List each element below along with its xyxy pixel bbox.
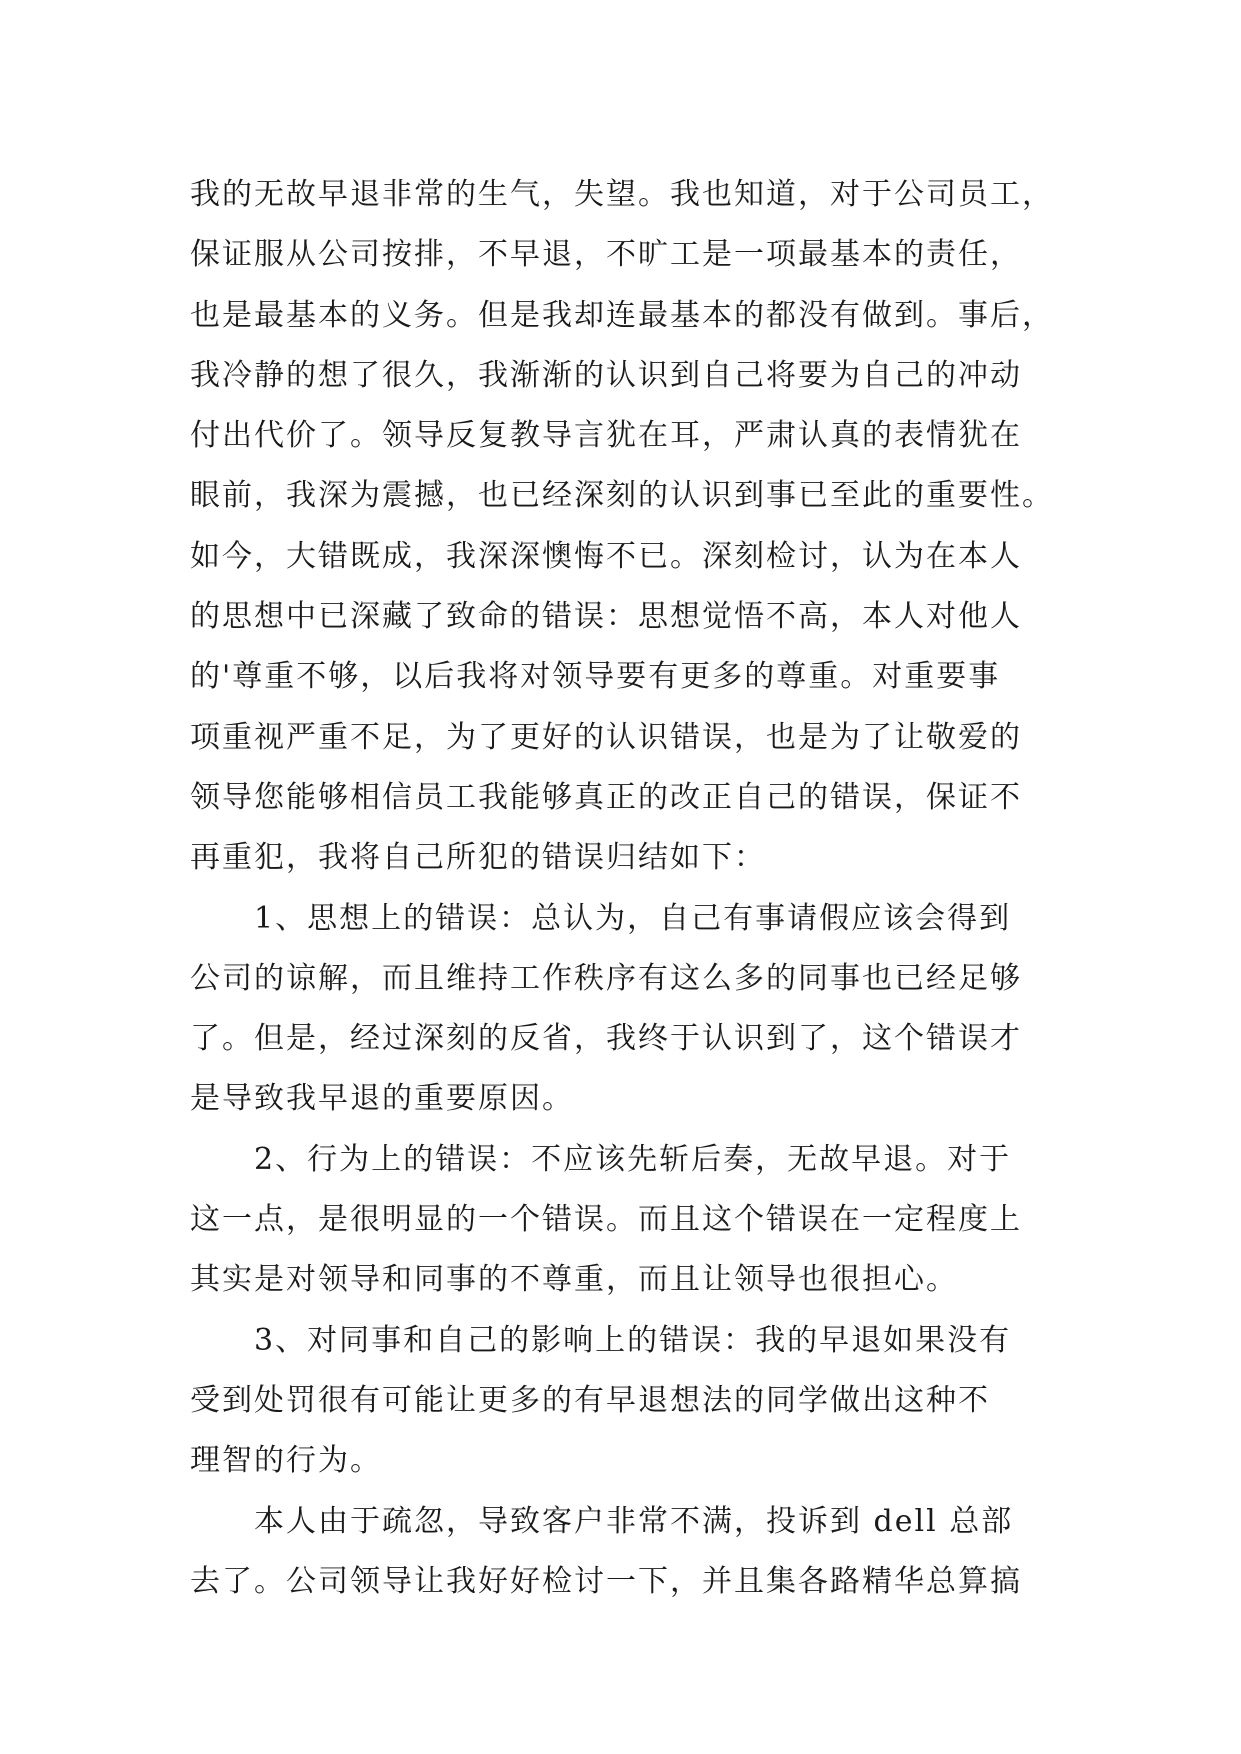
text-line: 去了。公司领导让我好好检讨一下，并且集各路精华总算搞 [190,1563,1022,1599]
text-line: 眼前，我深为震撼，也已经深刻的认识到事已至此的重要性。 [190,478,1054,514]
text-line: 3、对同事和自己的影响上的错误：我的早退如果没有 [254,1322,1012,1358]
text-line: 保证服从公司按排，不早退，不旷工是一项最基本的责任， [190,237,1022,273]
text-line: 再重犯，我将自己所犯的错误归结如下： [190,840,766,876]
text-line: 本人由于疏忽，导致客户非常不满，投诉到 dell 总部 [254,1503,1014,1539]
text-line: 我的无故早退非常的生气，失望。我也知道，对于公司员工， [190,177,1054,212]
text-line: 领导您能够相信员工我能够真正的改正自己的错误，保证不 [190,779,1022,815]
text-line: 1、思想上的错误：总认为，自己有事请假应该会得到 [254,900,1012,936]
text-line: 的思想中已深藏了致命的错误：思想觉悟不高，本人对他人 [190,599,1022,635]
text-line: 的'尊重不够，以后我将对领导要有更多的尊重。对重要事 [190,659,1001,695]
text-line: 2、行为上的错误：不应该先斩后奏，无故早退。对于 [254,1141,1012,1177]
text-line: 理智的行为。 [190,1443,382,1479]
text-line: 这一点，是很明显的一个错误。而且这个错误在一定程度上 [190,1202,1022,1238]
document-body [190,165,1070,1612]
text-line: 我冷静的想了很久，我渐渐的认识到自己将要为自己的冲动 [190,357,1022,393]
text-line: 了。但是，经过深刻的反省，我终于认识到了，这个错误才 [190,1021,1022,1057]
text-line: 其实是对领导和同事的不尊重，而且让领导也很担心。 [190,1262,958,1298]
text-line: 受到处罚很有可能让更多的有早退想法的同学做出这种不 [190,1382,990,1418]
text-line: 项重视严重不足，为了更好的认识错误，也是为了让敬爱的 [190,719,1022,755]
text-line: 也是最基本的义务。但是我却连最基本的都没有做到。事后， [190,297,1054,333]
text-line: 是导致我早退的重要原因。 [190,1081,574,1117]
text-line: 公司的谅解，而且维持工作秩序有这么多的同事也已经足够 [190,960,1022,996]
text-line: 如今，大错既成，我深深懊悔不已。深刻检讨，认为在本人 [190,538,1022,574]
text-line: 付出代价了。领导反复教导言犹在耳，严肃认真的表情犹在 [190,418,1022,454]
